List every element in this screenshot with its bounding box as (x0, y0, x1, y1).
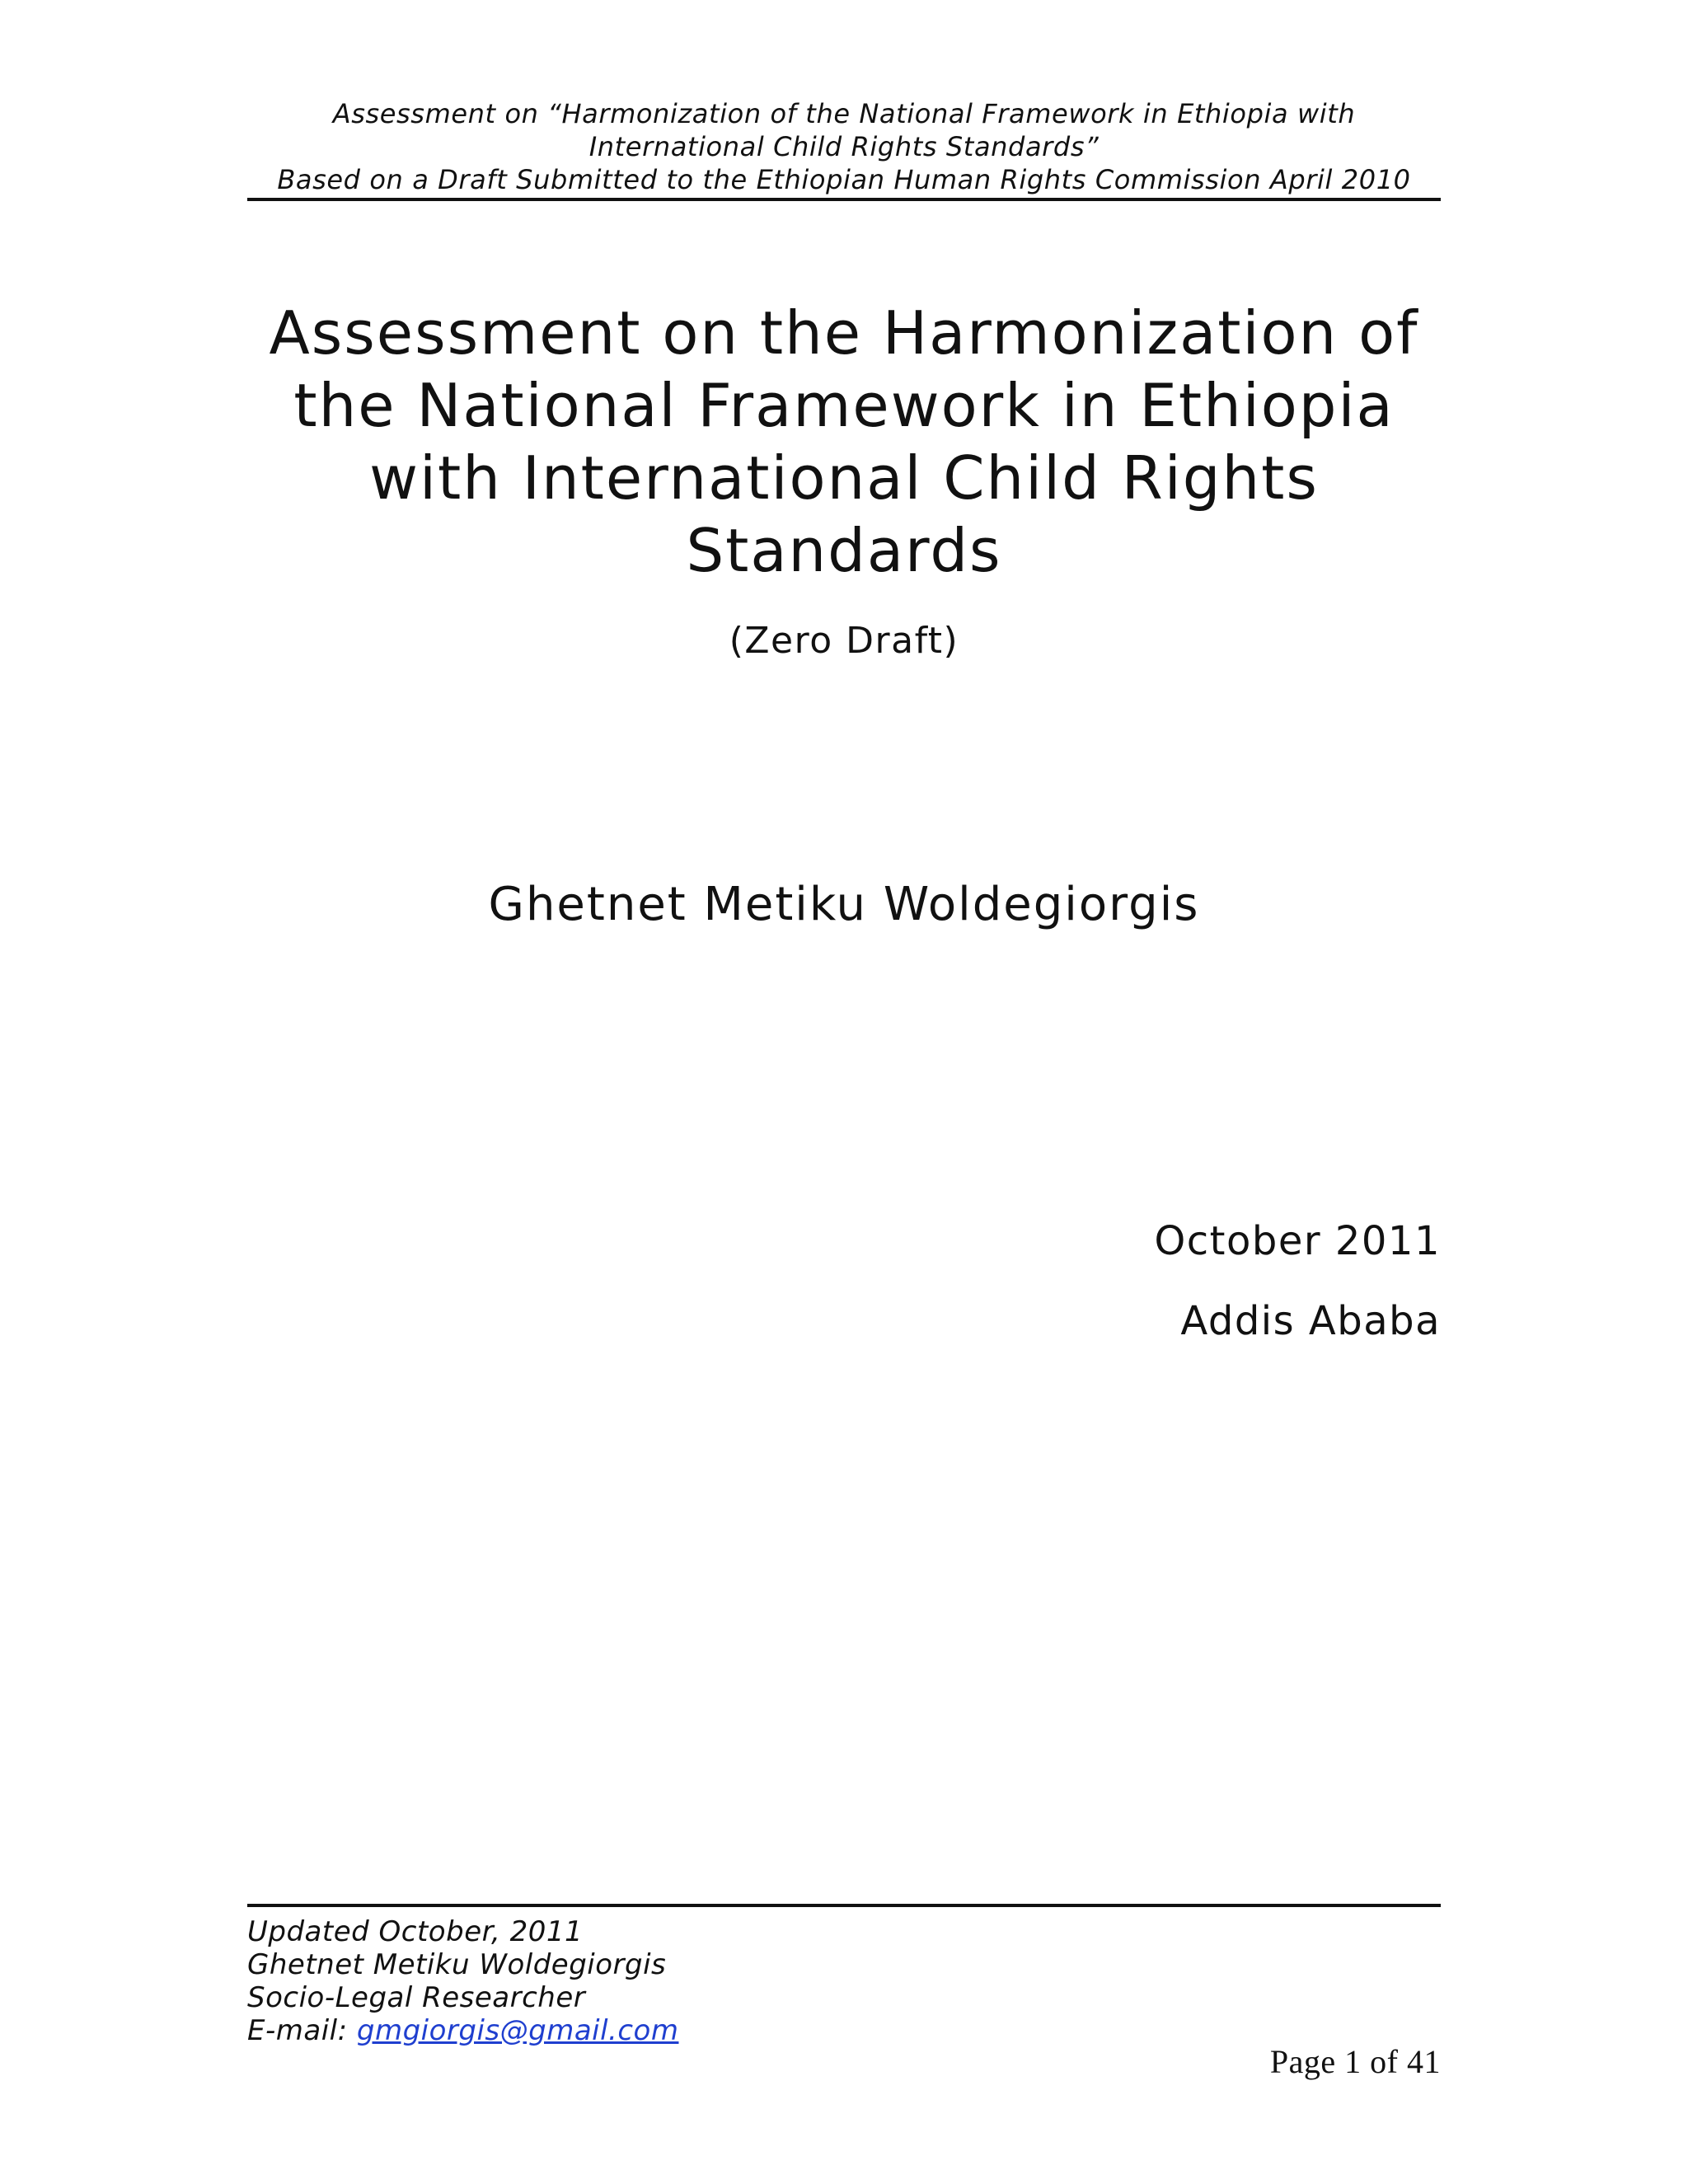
title-line-2: the National Framework in Ethiopia (293, 371, 1395, 440)
header-line-2: International Child Rights Standards” (588, 131, 1100, 162)
author-name: Ghetnet Metiku Woldegiorgis (488, 878, 1200, 931)
publication-date: October 2011 (1154, 1218, 1441, 1264)
email-link[interactable]: gmgiorgis@gmail.com (356, 2014, 679, 2047)
footer-updated: Updated October, 2011 (247, 1915, 584, 1948)
footer-role: Socio-Legal Researcher (247, 1981, 586, 2014)
footer-author: Ghetnet Metiku Woldegiorgis (247, 1948, 667, 1981)
title-line-3: with International Child Rights (369, 443, 1319, 513)
page-number: Page 1 of 41 (1269, 2043, 1441, 2080)
header-line-3: Based on a Draft Submitted to the Ethiopian Human Rights Commission April 2010 (277, 164, 1411, 195)
running-header (247, 97, 1441, 201)
draft-subtitle: (Zero Draft) (729, 620, 959, 662)
title-line-4: Standards (686, 516, 1002, 585)
email-label: E-mail: (247, 2014, 357, 2047)
publication-place: Addis Ababa (1180, 1298, 1441, 1344)
page-footer (247, 1904, 1441, 2047)
document-title (247, 297, 1441, 587)
title-line-1: Assessment on the Harmonization of (269, 298, 1419, 368)
footer-email-row (247, 2014, 1441, 2047)
header-line-1: Assessment on “Harmonization of the National Framework in Ethiopia with (332, 98, 1356, 129)
